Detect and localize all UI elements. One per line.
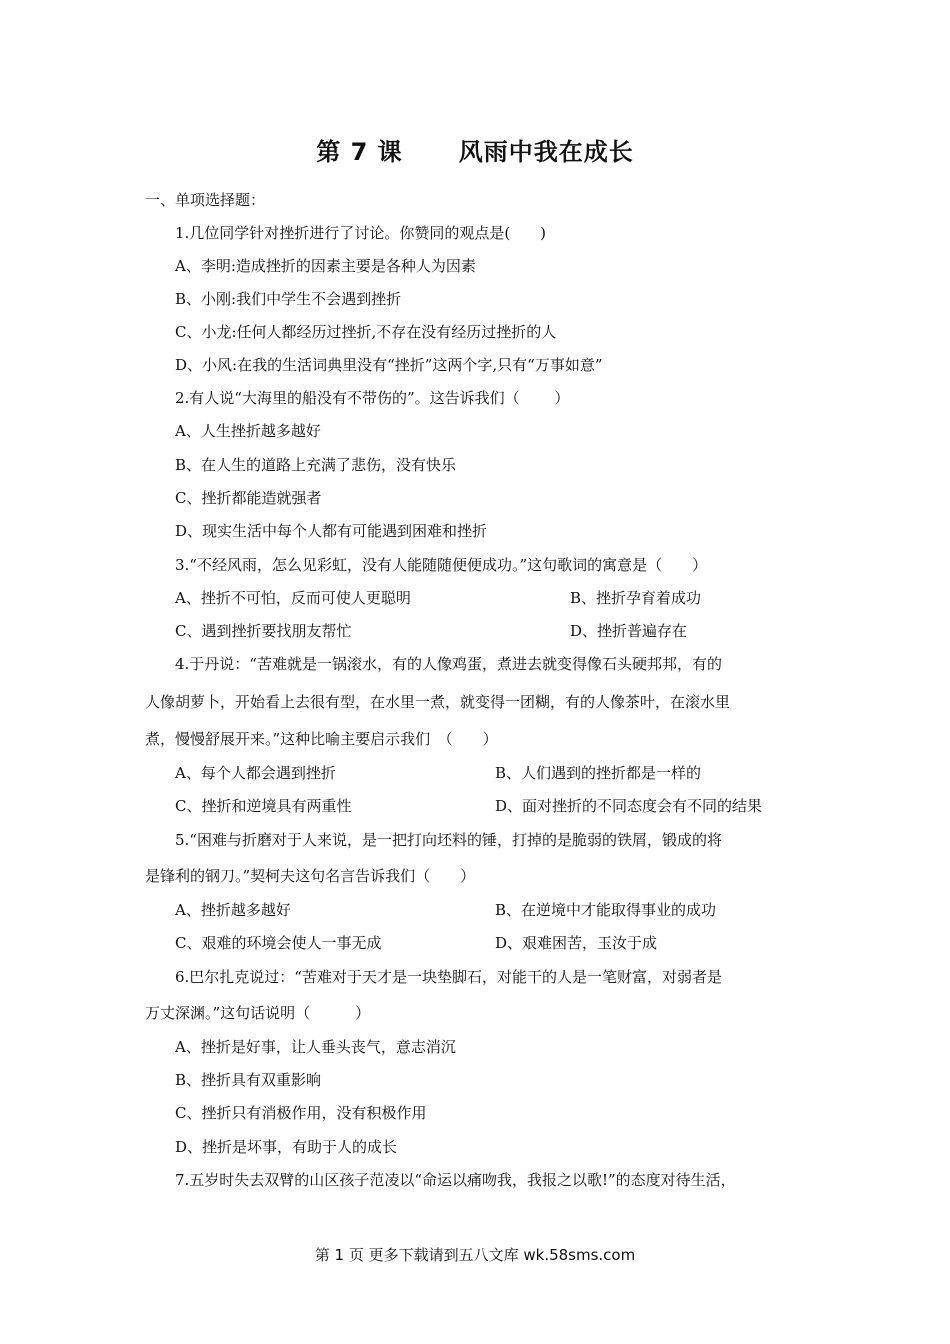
question-1-option-b: B、小刚:我们中学生不会遇到挫折 <box>175 290 402 308</box>
question-1-option-a: A、李明:造成挫折的因素主要是各种人为因素 <box>175 257 476 275</box>
question-6-option-a: A、挫折是好事，让人垂头丧气，意志消沉 <box>175 1038 456 1056</box>
question-6-option-c: C、挫折只有消极作用，没有积极作用 <box>175 1104 427 1122</box>
question-4-stem-line-2: 人像胡萝卜，开始看上去很有型，在水里一煮，就变得一团糊，有的人像茶叶，在滚水里 <box>145 693 731 711</box>
question-5-option-a: A、挫折越多越好 <box>175 901 291 919</box>
question-1-option-d: D、小风:在我的生活词典里没有“挫折”这两个字,只有“万事如意” <box>175 356 603 374</box>
question-5-stem-line-1: 5.“困难与折磨对于人来说，是一把打向坯料的锤，打掉的是脆弱的铁屑，锻成的将 <box>175 831 722 849</box>
question-3-option-a: A、挫折不可怕，反而可使人更聪明 <box>175 589 411 607</box>
question-4-option-c: C、挫折和逆境具有两重性 <box>175 797 352 815</box>
question-3-option-d: D、挫折普遍存在 <box>570 622 688 640</box>
question-4-option-b: B、人们遇到的挫折都是一样的 <box>495 764 702 782</box>
question-3-option-c: C、遇到挫折要找朋友帮忙 <box>175 622 352 640</box>
question-7-stem-line-1: 7.五岁时失去双臂的山区孩子范凌以“命运以痛吻我，我报之以歌!”的态度对待生活， <box>175 1171 736 1189</box>
question-6-stem-line-1: 6.巴尔扎克说过：“苦难对于天才是一块垫脚石，对能干的人是一笔财富，对弱者是 <box>175 968 722 986</box>
question-2-option-c: C、挫折都能造就强者 <box>175 489 322 507</box>
question-2-option-b: B、在人生的道路上充满了悲伤，没有快乐 <box>175 456 457 474</box>
question-4-stem-line-3: 煮，慢慢舒展开来。”这种比喻主要启示我们 （ ） <box>145 730 498 748</box>
question-1-stem: 1.几位同学针对挫折进行了讨论。你赞同的观点是( ) <box>175 224 547 242</box>
question-3-stem: 3.“不经风雨，怎么见彩虹，没有人能随随便便成功。”这句歌词的寓意是（ ） <box>175 556 708 574</box>
lesson-title: 第 7 课 风雨中我在成长 <box>316 138 634 166</box>
question-5-stem-line-2: 是锋利的钢刀。”契柯夫这句名言告诉我们（ ） <box>145 867 476 885</box>
page-footer: 第 1 页 更多下载请到五八文库 wk.58sms.com <box>314 1246 636 1264</box>
question-1-option-c: C、小龙:任何人都经历过挫折,不存在没有经历过挫折的人 <box>175 323 557 341</box>
question-2-option-d: D、现实生活中每个人都有可能遇到困难和挫折 <box>175 522 488 540</box>
question-4-stem-line-1: 4.于丹说：“苦难就是一锅滚水，有的人像鸡蛋，煮进去就变得像石头硬邦邦，有的 <box>175 655 722 673</box>
question-5-option-c: C、艰难的环境会使人一事无成 <box>175 934 382 952</box>
section-heading: 一、单项选择题： <box>145 191 266 209</box>
question-2-option-a: A、人生挫折越多越好 <box>175 422 321 440</box>
question-4-option-a: A、每个人都会遇到挫折 <box>175 764 336 782</box>
question-6-option-d: D、挫折是坏事，有助于人的成长 <box>175 1138 398 1156</box>
question-4-option-d: D、面对挫折的不同态度会有不同的结果 <box>495 797 763 815</box>
question-3-option-b: B、挫折孕育着成功 <box>570 589 702 607</box>
question-6-option-b: B、挫折具有双重影响 <box>175 1071 322 1089</box>
question-6-stem-line-2: 万丈深渊。”这句话说明（ ） <box>145 1004 371 1022</box>
question-5-option-b: B、在逆境中才能取得事业的成功 <box>495 901 717 919</box>
question-2-stem: 2.有人说“大海里的船没有不带伤的”。这告诉我们（ ） <box>175 389 570 407</box>
question-5-option-d: D、艰难困苦，玉汝于成 <box>495 934 658 952</box>
